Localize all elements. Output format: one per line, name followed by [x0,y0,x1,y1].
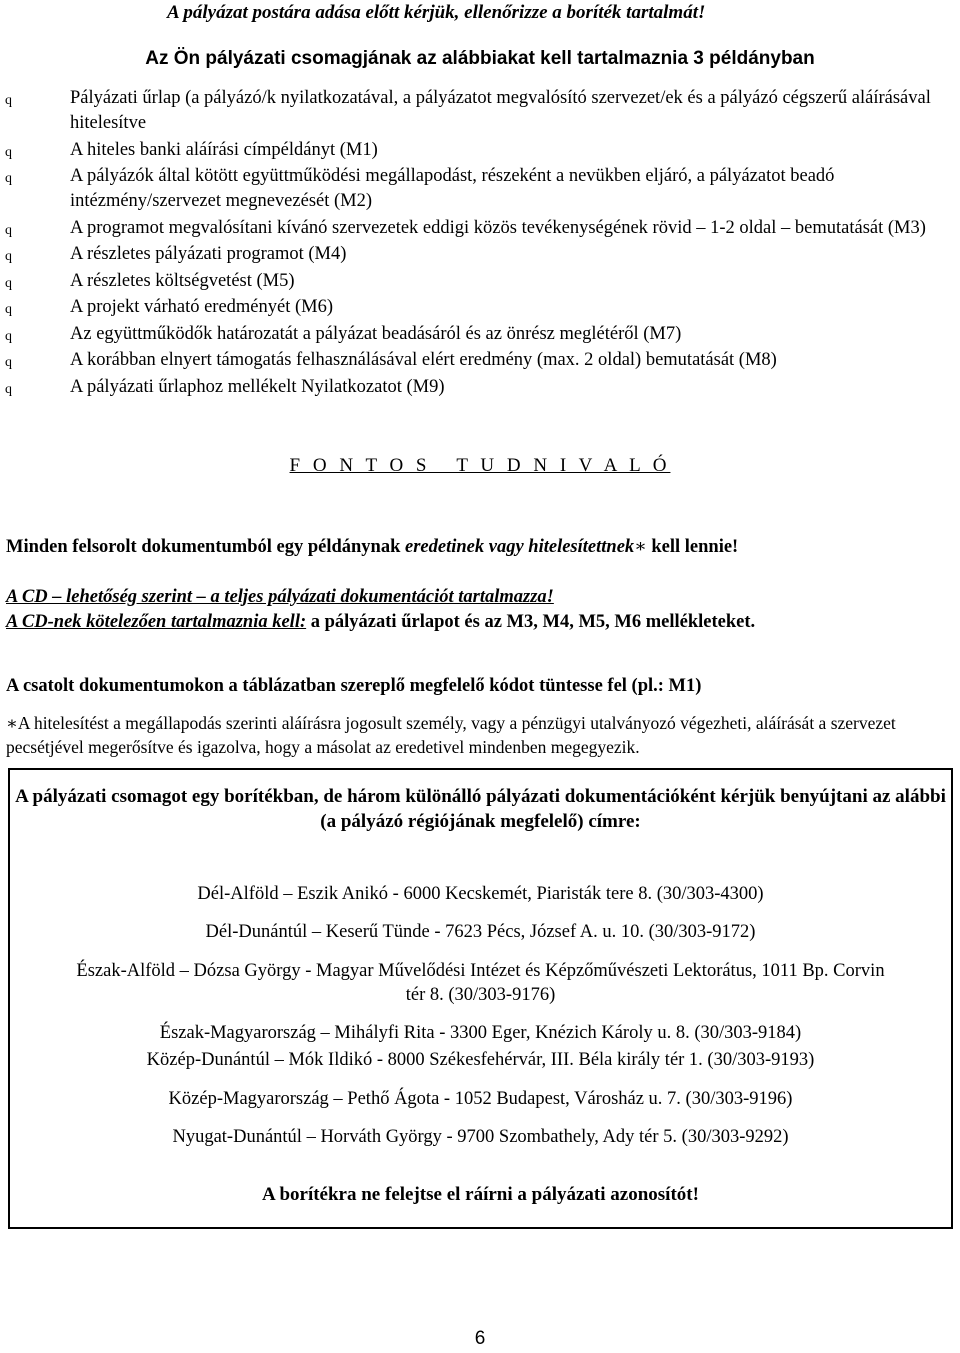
list-item [0,164,960,214]
list-item-text: A pályázati űrlaphoz mellékelt Nyilatkozatot (M9) [70,376,445,397]
envelope-heading: A pályázati csomagot egy borítékban, de három különálló pályázati dokumentációként kérjük benyújtani az alábbi (a pályázó régiójának megfelelő) címre: [15,786,946,832]
list-item-text: A pályázók által kötött együttműködési megállapodást, részeként a nevükben eljáró, a pályázatot beadó intézmény/szervezet megnevezését (M2) [70,166,835,211]
footnote: ∗A hitelesítést a megállapodás szerinti aláírásra jogosult személy, vagy a pénzügyi utalványozó végezheti, aláírását a szervezet pecsétjével megerősítve és igazolva, hogy a másolat az eredetivel mindenben megegyezik. [6,713,896,757]
address-item: Észak-Magyarország – Mihályfi Rita - 3300 Eger, Knézich Károly u. 8. (30/303-9184) [159,1023,802,1043]
list-item [0,295,960,320]
list-item-text: A részletes pályázati programot (M4) [70,244,347,264]
list-item-text: A korábban elnyert támogatás felhasználásával elért eredmény (max. 2 oldal) bemutatását (M8) [70,350,777,370]
code-instruction: A csatolt dokumentumokon a táblázatban szereplő megfelelő kódot tüntesse fel (pl.: M1) [6,676,702,696]
checklist [0,86,960,401]
original-line-part3: kell lennie! [646,537,739,557]
envelope-note: A borítékra ne felejtse el ráírni a pályázati azonosítót! [262,1184,699,1205]
checkbox-bullet-icon: q [5,275,12,291]
address-item: Közép-Magyarország – Pethő Ágota - 1052 Budapest, Városház u. 7. (30/303-9196) [168,1089,793,1109]
checkbox-bullet-icon: q [5,355,12,370]
checkbox-bullet-icon: q [5,328,12,344]
list-item [0,375,960,400]
list-item [0,138,960,163]
list-item-text: A részletes költségvetést (M5) [70,270,295,291]
checkbox-bullet-icon: q [5,381,12,397]
address-item: Nyugat-Dunántúl – Horváth György - 9700 Szombathely, Ady tér 5. (30/303-9292) [172,1127,789,1147]
checkbox-bullet-icon: q [5,302,12,317]
original-copy-line [6,536,738,558]
list-item-text: A projekt várható eredményét (M6) [70,297,334,317]
list-item [0,348,960,373]
address-item: Közép-Dunántúl – Mók Ildikó - 8000 Székesfehérvár, III. Béla király tér 1. (30/303-9193) [146,1050,815,1070]
asterisk-icon: ∗ [634,537,647,557]
address-item: Észak-Alföld – Dózsa György - Magyar Művelődési Intézet és Képzőművészeti Lektorátus, 1011 Bp. Corvin tér 8. (30/303-9176) [76,961,885,1005]
checkbox-bullet-icon: q [5,93,12,108]
list-item-text: Pályázati űrlap (a pályázó/k nyilatkozatával, a pályázatot megvalósító szervezet/ek és a pályázó cégszerű aláírásával hitelesítve [70,88,931,133]
list-item [0,242,960,267]
cd-line-1: A CD – lehetőség szerint – a teljes pályázati dokumentációt tartalmazza! [6,587,554,607]
list-item-text: Az együttműködők határozatát a pályázat beadásáról és az önrész meglétéről (M7) [70,323,682,344]
checkbox-bullet-icon: q [5,144,12,160]
cd-line-2-italic: A CD-nek kötelezően tartalmaznia kell: [6,612,307,632]
list-item [0,86,960,136]
address-item: Dél-Dunántúl – Keserű Tünde - 7623 Pécs, József A. u. 10. (30/303-9172) [205,922,756,942]
envelope-box [8,768,953,1229]
checkbox-bullet-icon: q [5,171,12,186]
top-note: A pályázat postára adása előtt kérjük, ellenőrizze a boríték tartalmát! [167,2,706,23]
package-heading: Az Ön pályázati csomagjának az alábbiakat kell tartalmaznia 3 példányban [145,48,815,69]
list-item-text: A programot megvalósítani kívánó szervezetek eddigi közös tevékenységének rövid – 1-2 oldal – bemutatását (M3) [70,217,926,238]
list-item [0,216,960,241]
original-line-italic: eredetinek vagy hitelesítettnek [405,537,635,557]
cd-line-2 [6,612,755,633]
page-number: 6 [474,1328,486,1349]
important-heading: F O N T O S T U D N I V A L Ó [289,455,671,476]
list-item [0,269,960,294]
checkbox-bullet-icon: q [5,222,12,238]
address-item: Dél-Alföld – Eszik Anikó - 6000 Kecskemét, Piaristák tere 8. (30/303-4300) [197,884,764,904]
list-item-text: A hiteles banki aláírási címpéldányt (M1) [70,139,378,160]
checkbox-bullet-icon: q [5,249,12,264]
list-item [0,322,960,347]
cd-line-2-rest: a pályázati űrlapot és az M3, M4, M5, M6 mellékleteket. [306,612,756,632]
original-line-part1: Minden felsorolt dokumentumból egy példánynak [6,537,406,557]
